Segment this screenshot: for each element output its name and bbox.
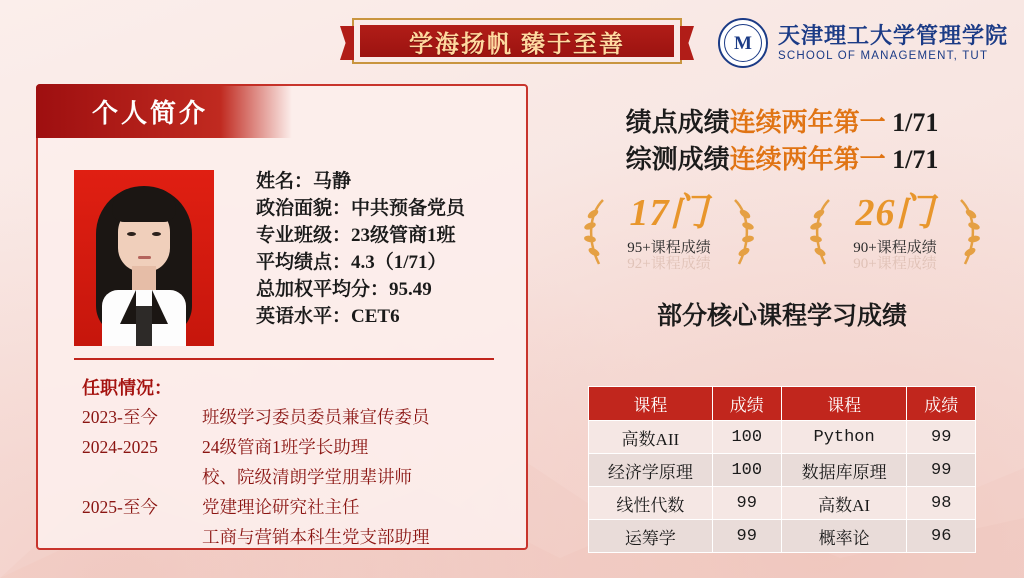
photo-neck [132, 266, 156, 290]
highlight-line-1 [556, 104, 1008, 141]
photo-tie [136, 306, 152, 346]
photo-collar-left [120, 290, 136, 324]
photo-eye-right [152, 232, 161, 236]
photo-hair-front [112, 188, 176, 222]
course-score: 99 [907, 421, 976, 454]
table-header-row [589, 387, 976, 421]
profile-field: 平均绩点：4.3（1/71） [256, 252, 447, 273]
badge-caption: 90+课程成绩 [853, 240, 937, 256]
course-name: 运筹学 [589, 520, 713, 553]
school-seal-icon [718, 18, 768, 68]
header-banner-inner [360, 25, 674, 57]
profile-field: 总加权平均分：95.49 [256, 279, 432, 300]
seal-letter: M [734, 32, 752, 54]
role-year [74, 522, 202, 552]
highlight-line-2 [556, 141, 1008, 178]
role-description: 24级管商1班学长助理 [202, 437, 369, 457]
role-description: 班级学习委员委员兼宣传委员 [202, 407, 430, 427]
table-row [589, 487, 976, 520]
highlight-line2-mark: 连续两年第一 [729, 145, 886, 174]
badge-item [795, 190, 995, 290]
course-score: 99 [907, 454, 976, 487]
highlight-line2-prefix: 综测成绩 [625, 145, 730, 174]
photo-eye-left [127, 232, 136, 236]
table-header-cell: 课程 [589, 387, 713, 421]
table-row [589, 454, 976, 487]
highlight-headline [556, 104, 1008, 178]
role-description: 校、院级清朗学堂朋辈讲师 [202, 467, 412, 487]
course-score: 100 [712, 454, 781, 487]
school-logo [718, 18, 1008, 68]
course-name: 数据库原理 [781, 454, 907, 487]
highlight-line1-suffix: 1/71 [885, 108, 939, 137]
course-score: 100 [712, 421, 781, 454]
table-header-cell: 成绩 [712, 387, 781, 421]
banner-tail-right [680, 26, 694, 60]
roles-list [74, 402, 514, 552]
header-title: 学海扬帆 臻于至善 [409, 31, 625, 58]
role-item [74, 462, 514, 492]
role-year: 2025-至今 [82, 497, 158, 517]
highlight-line1-mark: 连续两年第一 [729, 108, 886, 137]
roles-heading: 任职情况： [82, 378, 172, 398]
seal-inner-ring [724, 24, 762, 62]
grades-section-title: 部分核心课程学习成绩 [656, 303, 907, 330]
course-name: 概率论 [781, 520, 907, 553]
banner-tail-left [340, 26, 354, 60]
badge-ghost-caption: 90+课程成绩 [853, 256, 937, 272]
badge-ghost-caption: 92+课程成绩 [627, 256, 711, 272]
table-header-cell: 课程 [781, 387, 907, 421]
badge-number: 17门 [629, 192, 709, 234]
role-item [74, 432, 514, 462]
course-name: Python [781, 421, 907, 454]
role-item [74, 402, 514, 432]
course-name: 高数AII [589, 421, 713, 454]
profile-divider [74, 358, 494, 360]
course-name: 高数AI [781, 487, 907, 520]
course-score: 99 [712, 487, 781, 520]
highlight-line2-suffix: 1/71 [885, 145, 939, 174]
role-item [74, 492, 514, 522]
course-name: 经济学原理 [589, 454, 713, 487]
profile-card [36, 84, 528, 550]
highlight-line1-prefix: 绩点成绩 [625, 108, 730, 137]
photo-collar-right [152, 290, 168, 324]
profile-field: 政治面貌：中共预备党员 [256, 198, 466, 219]
table-row [589, 421, 976, 454]
badge-item [569, 190, 769, 290]
role-year: 2024-2025 [82, 437, 158, 457]
table-header-cell: 成绩 [907, 387, 976, 421]
profile-field: 专业班级：23级管商1班 [256, 225, 456, 246]
profile-card-title-bar [36, 84, 292, 138]
course-name: 线性代数 [589, 487, 713, 520]
logo-chinese-name: 天津理工大学管理学院 [777, 22, 1008, 48]
logo-english-name: SCHOOL OF MANAGEMENT, TUT [777, 49, 989, 62]
role-description: 工商与营销本科生党支部助理 [202, 527, 430, 547]
badge-number: 26门 [855, 192, 935, 234]
role-year [74, 462, 202, 492]
course-score: 96 [907, 520, 976, 553]
course-score: 98 [907, 487, 976, 520]
grades-table [588, 386, 976, 553]
logo-text-block [778, 24, 1008, 63]
role-item [74, 522, 514, 552]
badge-caption: 95+课程成绩 [627, 240, 711, 256]
photo-mouth [138, 256, 151, 259]
profile-field-list [256, 168, 465, 330]
profile-field: 姓名：马静 [256, 171, 352, 192]
role-year: 2023-至今 [82, 407, 158, 427]
badge-row [556, 190, 1008, 290]
profile-photo [74, 170, 214, 346]
role-description: 党建理论研究社主任 [202, 497, 360, 517]
profile-card-title: 个人简介 [92, 98, 209, 128]
table-row [589, 520, 976, 553]
profile-field: 英语水平：CET6 [256, 306, 400, 327]
course-score: 99 [712, 520, 781, 553]
header-banner [352, 18, 682, 64]
